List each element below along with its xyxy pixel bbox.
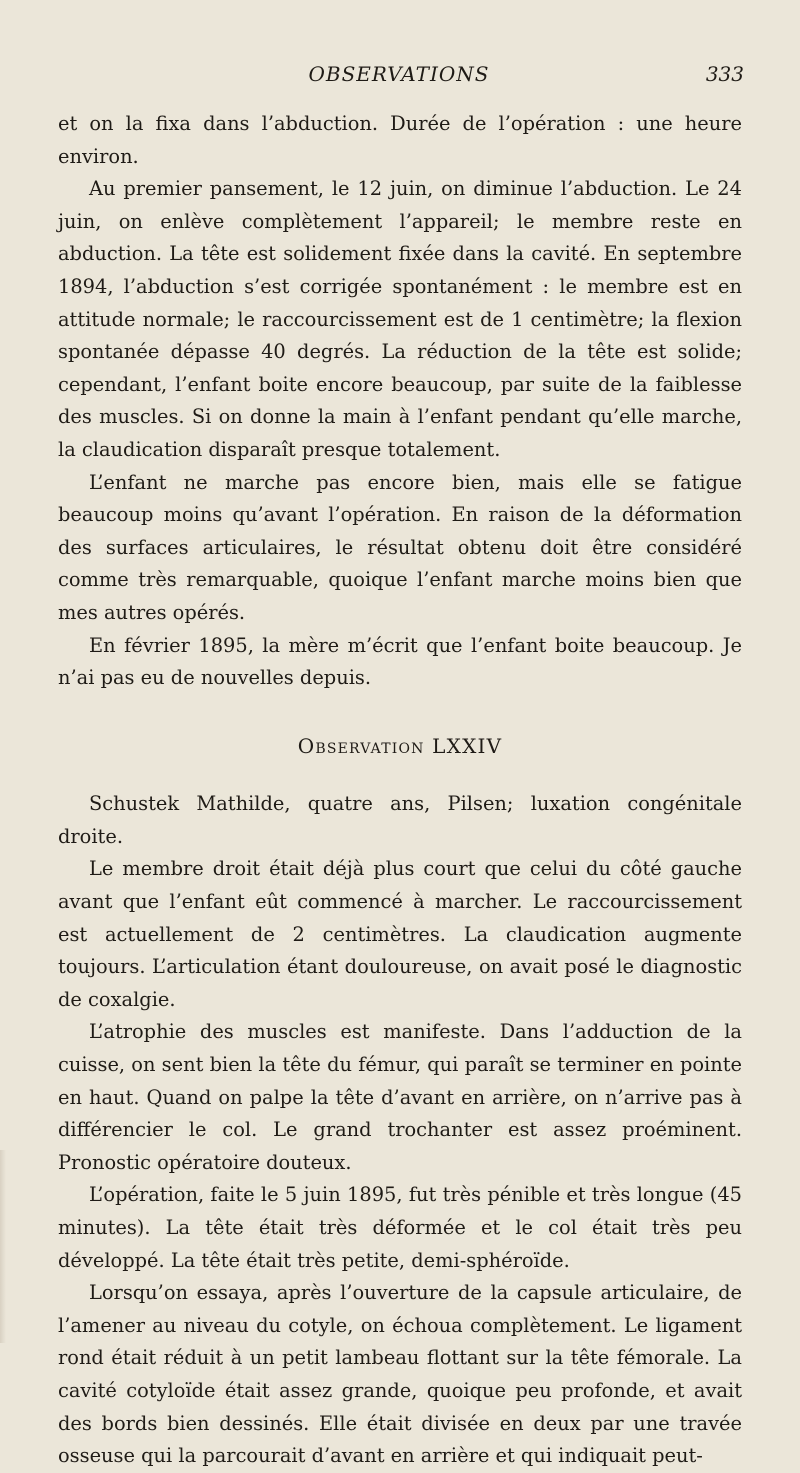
paragraph: Schustek Mathilde, quatre ans, Pilsen; luxation congénitale droite. [58,792,742,848]
paragraph: L’enfant ne marche pas encore bien, mais elle se fatigue beaucoup moins qu’avant l’opération. En raison de la déformation des surfaces articulaires, le résultat obtenu doit être considéré comme très remarquable, quoique l’enfant marche moins bien que mes autres opérés. [58,470,742,624]
binding-shadow [0,1150,6,1343]
paragraph-continuation: et on la fixa dans l’abduction. Durée de l’opération : une heure environ. [58,112,742,168]
section-heading: Observation LXXIV [297,733,503,758]
paragraph: Le membre droit était déjà plus court que celui du côté gauche avant que l’enfant eût commencé à marcher. Le raccourcissement est actuellement de 2 centimètres. La claudication augmente toujours. L’articulation étant douloureuse, on avait posé le diagnostic de coxalgie. [58,857,742,1011]
body-text [58,108,742,1473]
page-number: 333 [705,62,744,86]
paragraph: Lorsqu’on essaya, après l’ouverture de la capsule articulaire, de l’amener au niveau du cotyle, on échoua complètement. Le ligament rond était réduit à un petit lambeau flottant sur la tête fémorale. La cavité cotyloïde était assez grande, quoique peu profonde, et avait des bords bien dessinés. Elle était divisée en deux par une travée osseuse qui la parcourait d’avant en arrière et qui indiquait peut- [58,1281,742,1468]
paragraph: Au premier pansement, le 12 juin, on diminue l’abduction. Le 24 juin, on enlève complètement l’appareil; le membre reste en abduction. La tête est solidement fixée dans la cavité. En septembre 1894, l’abduction s’est corrigée spontanément : le membre est en attitude normale; le raccourcissement est de 1 centimètre; la flexion spontanée dépasse 40 degrés. La réduction de la tête est solide; cependant, l’enfant boite encore beaucoup, par suite de la faiblesse des muscles. Si on donne la main à l’enfant pendant qu’elle marche, la claudication disparaît presque totalement. [58,177,742,461]
paragraph: L’atrophie des muscles est manifeste. Dans l’adduction de la cuisse, on sent bien la tête du fémur, qui paraît se terminer en pointe en haut. Quand on palpe la tête d’avant en arrière, on n’arrive pas à différencier le col. Le grand trochanter est assez proéminent. Pronostic opératoire douteux. [58,1020,742,1174]
running-title: OBSERVATIONS [308,62,490,86]
running-header [54,62,744,94]
paragraph: En février 1895, la mère m’écrit que l’enfant boite beaucoup. Je n’ai pas eu de nouvelles depuis. [58,633,742,690]
paragraph: L’opération, faite le 5 juin 1895, fut très pénible et très longue (45 minutes). La tête était très déformée et le col était très peu développé. La tête était très petite, demi-sphéroïde. [58,1183,742,1272]
